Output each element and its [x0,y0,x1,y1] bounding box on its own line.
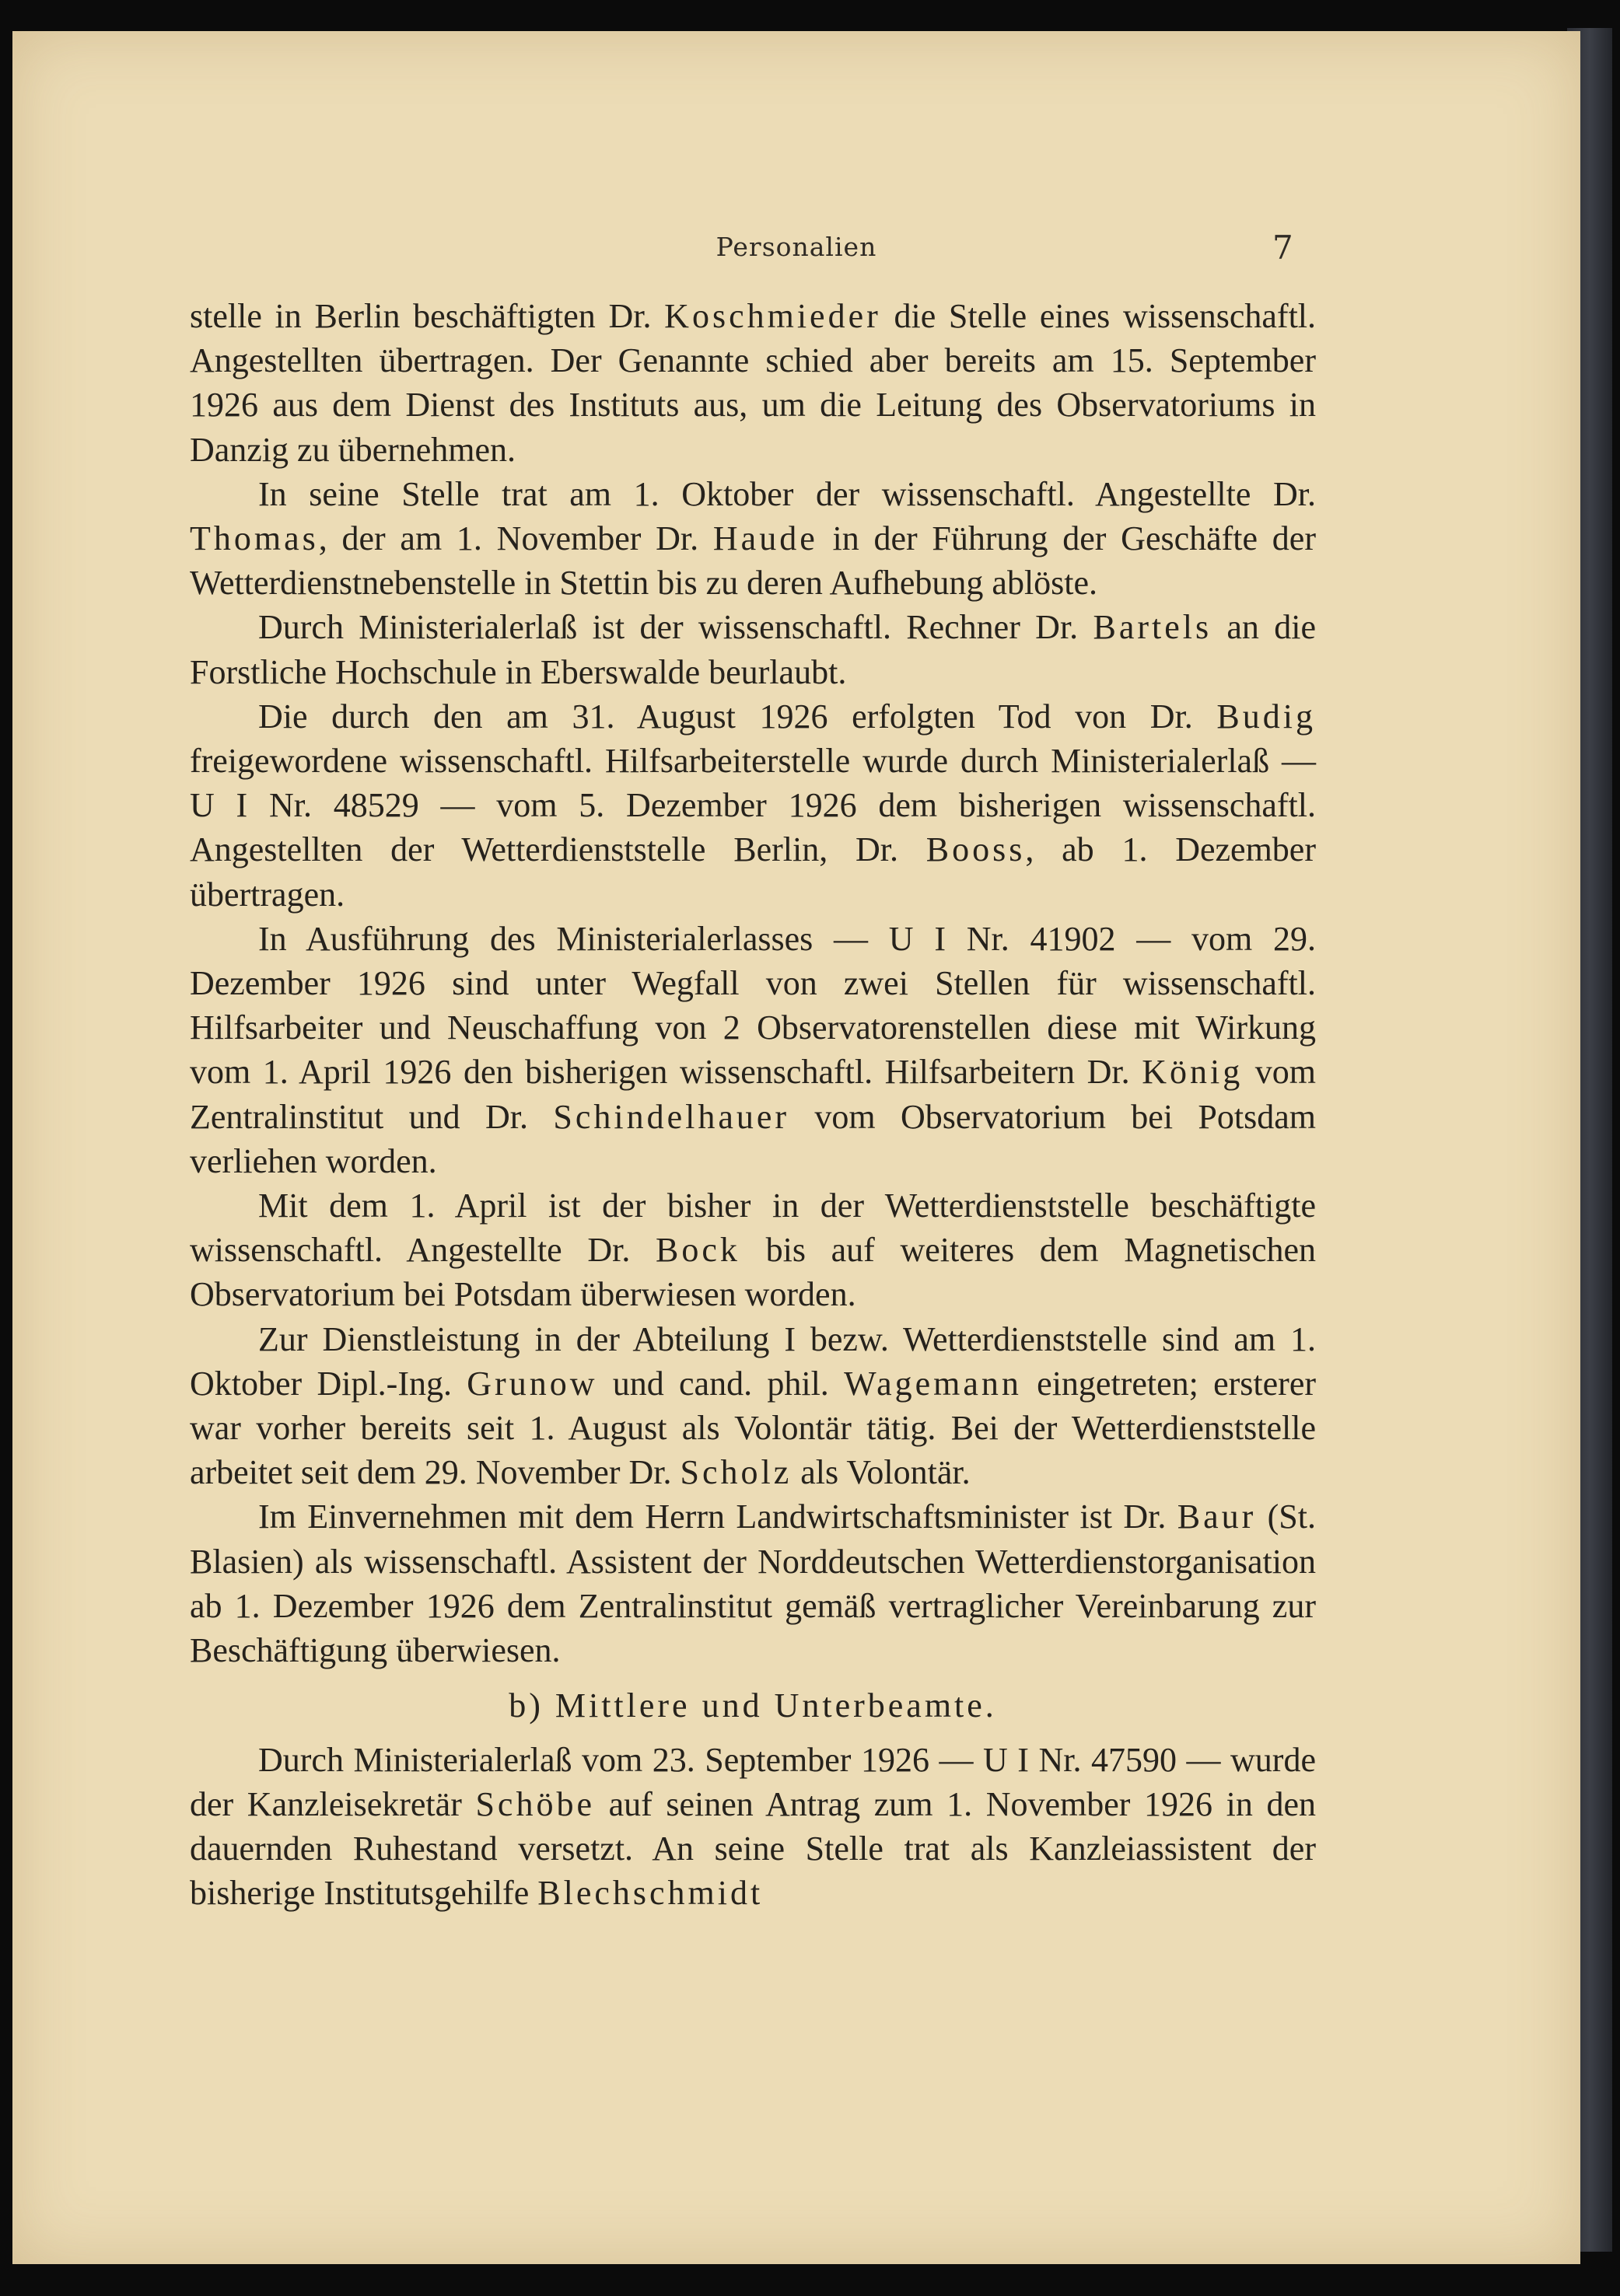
text-run: , der am 1. November Dr. [318,519,713,558]
paragraph [190,1738,1316,1916]
spaced-name: Wagemann [844,1364,1022,1403]
paragraph [190,294,1316,472]
spaced-name: Scholz [680,1453,793,1492]
spaced-name: Baur [1177,1497,1257,1536]
paragraph [190,605,1316,694]
spaced-name: Thomas [190,519,319,558]
section-heading [190,1683,1316,1728]
text-run: als Volontär. [792,1453,971,1492]
text-run: Im Einvernehmen mit dem Herrn Landwirtschaftsminister ist Dr. [258,1497,1177,1536]
text-run: stelle in Berlin beschäftigten Dr. [190,297,665,335]
text-run: und cand. phil. [597,1364,845,1403]
spaced-name: Koschmieder [664,297,881,335]
spaced-name: Haude [712,519,818,558]
text-run: bis auf weiteres dem Magnetischen Observatorium bei Potsdam überwiesen worden. [190,1231,1316,1314]
text-run: In Ausführung des Ministerialerlasses — U I Nr. 41902 — vom 29. Dezember 1926 sind unter Wegfall von zwei Stellen für wissenschaftl. Hilfsarbeiter und Neuschaffung von 2 Observatorenstellen diese mit Wirkung vom 1. April 1926 den bisherigen wissenschaftl. Hilfsarbeitern Dr. [190,919,1316,1092]
spaced-name: Blechschmidt [537,1874,764,1913]
spaced-name: Grunow [467,1364,598,1403]
text-run: , ab 1. Dezember übertragen. [190,830,1316,914]
spaced-name: Bock [656,1231,740,1270]
text-run: In seine Stelle trat am 1. Oktober der wissenschaftl. Angestellte Dr. [258,474,1316,513]
paragraph [190,917,1316,1183]
text-run: Die durch den am 31. August 1926 erfolgten Tod von Dr. [258,697,1217,736]
text-run: Mit dem 1. April ist der bisher in der Wetterdienststelle beschäftigte wissenschaftl. Angestellte Dr. [190,1186,1316,1270]
spaced-name: Bartels [1093,608,1212,647]
body-text [190,294,1316,1915]
text-run: auf seinen Antrag zum 1. November 1926 in den dauernden Ruhestand versetzt. An seine Stelle trat als Kanzleiassistent der bisherige Institutsgehilfe [190,1784,1317,1913]
running-head: Personalien [716,232,877,262]
paragraph [190,694,1316,917]
spaced-name: König [1142,1053,1244,1092]
text-run: an die Forstliche Hochschule in Eberswalde beurlaubt. [190,608,1316,691]
text-run: Zur Dienstleistung in der Abteilung I bezw. Wetterdienststelle sind am 1. Oktober Dipl.-Ing. [190,1319,1316,1403]
text-run: Durch Ministerialerlaß ist der wissenschaftl. Rechner Dr. [258,608,1093,647]
text-run: Durch Ministerialerlaß vom 23. September 1926 — U I Nr. 47590 — wurde der Kanzleisekretär [190,1740,1316,1823]
paragraph [190,472,1316,606]
page-number: 7 [1272,229,1293,267]
spaced-name: Booss [925,830,1026,869]
paragraph [190,1494,1316,1672]
text-run: vom Observatorium bei Potsdam verliehen worden. [190,1097,1316,1180]
text-run: in der Führung der Geschäfte der Wetterdienstnebenstelle in Stettin bis zu deren Aufhebung ablöste. [190,519,1316,603]
text-run: eingetreten; ersterer war vorher bereits seit 1. August als Volontär tätig. Bei der Wetterdienststelle arbeitet seit dem 29. November Dr. [190,1364,1316,1492]
spaced-name: Schöbe [475,1784,595,1823]
paragraph [190,1183,1316,1317]
text-run: die Stelle eines wissenschaftl. Angestellten übertragen. Der Genannte schied aber bereits am 15. September 1926 aus dem Dienst des Instituts aus, um die Leitung des Observatoriums in Danzig zu übernehmen. [190,297,1317,469]
book-page [12,31,1580,2264]
spaced-name: Budig [1216,697,1316,736]
paragraph [190,1317,1316,1495]
text-run: vom Zentralinstitut und Dr. [190,1053,1316,1136]
spaced-name: b) Mittlere und Unterbeamte. [509,1686,997,1725]
spaced-name: Schindelhauer [553,1097,790,1136]
text-run: freigewordene wissenschaftl. Hilfsarbeiterstelle wurde durch Ministerialerlaß — U I Nr. 48529 — vom 5. Dezember 1926 dem bisherigen wissenschaftl. Angestellten der Wetterdienststelle Berlin, Dr. [190,742,1316,869]
text-run: (St. Blasien) als wissenschaftl. Assistent der Norddeutschen Wetterdienstorganisation ab 1. Dezember 1926 dem Zentralinstitut gemäß vertraglicher Vereinbarung zur Beschäftigung überwiesen. [190,1497,1316,1670]
page-header [12,210,1580,267]
